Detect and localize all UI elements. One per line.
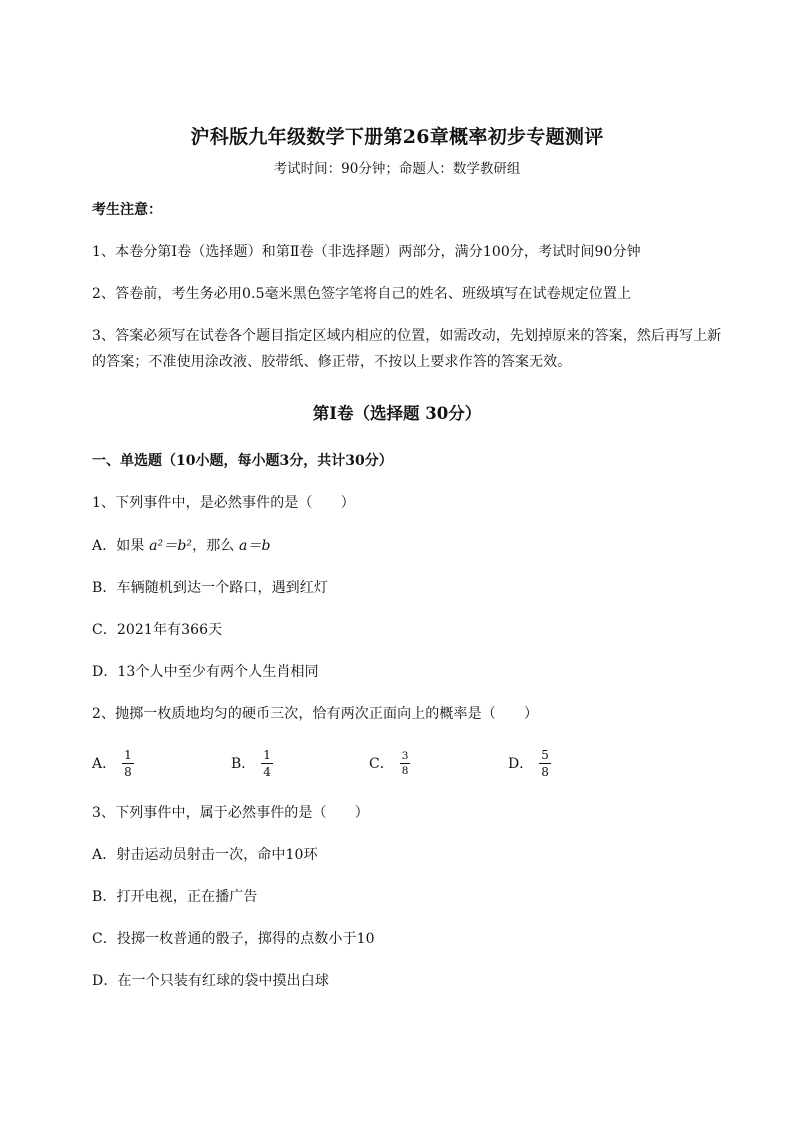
part-heading: 一、单选题（10小题，每小题3分，共计30分） xyxy=(92,453,393,469)
question-1-stem: 1、下列事件中，是必然事件的是（ ） xyxy=(92,495,355,511)
question-2-option-c xyxy=(369,745,410,781)
fraction-numerator: 1 xyxy=(263,747,271,762)
notice-item-3-cont: 的答案；不准使用涂改液、胶带纸、修正带，不按以上要求作答的答案无效。 xyxy=(92,354,572,370)
fraction-denominator: 8 xyxy=(401,764,409,777)
fraction-numerator: 5 xyxy=(541,747,549,762)
notice-item-3: 3、答案必须写在试卷各个题目指定区域内相应的位置，如需改动，先划掉原来的答案，然后再写上新 xyxy=(92,328,722,344)
question-3-option-c: C．投掷一枚普通的骰子，掷得的点数小于10 xyxy=(92,931,375,947)
question-2-option-b xyxy=(231,745,273,781)
option-label: A． xyxy=(92,756,117,772)
question-2-stem: 2、抛掷一枚质地均匀的硬币三次，恰有两次正面向上的概率是（ ） xyxy=(92,706,539,722)
fraction-numerator: 1 xyxy=(124,747,132,762)
fraction-denominator: 8 xyxy=(124,764,132,779)
fraction-denominator: 8 xyxy=(541,764,549,779)
fraction xyxy=(539,748,551,779)
fraction xyxy=(261,748,273,779)
option-label: B． xyxy=(231,756,256,772)
option-label: C． xyxy=(369,756,394,772)
option-a-mid: ，那么 xyxy=(192,538,239,554)
notice-heading: 考生注意： xyxy=(92,202,162,218)
option-a-prefix: A．如果 xyxy=(92,538,150,554)
fraction-numerator: 3 xyxy=(401,749,409,762)
question-1-option-c: C．2021年有366天 xyxy=(92,622,223,638)
question-2-options xyxy=(92,745,712,785)
question-2-option-d xyxy=(508,745,551,781)
section-title: 第I卷（选择题 30分） xyxy=(312,404,482,423)
question-3-option-d: D．在一个只装有红球的袋中摸出白球 xyxy=(92,973,329,989)
fraction xyxy=(400,750,411,777)
option-label: D． xyxy=(508,756,534,772)
question-3-option-b: B．打开电视，正在播广告 xyxy=(92,889,258,905)
fraction xyxy=(122,748,134,779)
question-3-option-a: A．射击运动员射击一次，命中10环 xyxy=(92,847,318,863)
exam-info: 考试时间：90分钟；命题人：数学教研组 xyxy=(273,161,521,177)
question-3-stem: 3、下列事件中，属于必然事件的是（ ） xyxy=(92,805,369,821)
question-2-option-a xyxy=(92,745,134,781)
question-1-option-d: D．13个人中至少有两个人生肖相同 xyxy=(92,664,319,680)
fraction-denominator: 4 xyxy=(263,764,271,779)
option-a-math-1: a²＝b² xyxy=(149,538,193,554)
page-title: 沪科版九年级数学下册第26章概率初步专题测评 xyxy=(190,126,604,148)
notice-item-2: 2、答卷前，考生务必用0.5毫米黑色签字笔将自己的姓名、班级填写在试卷规定位置上 xyxy=(92,286,632,302)
question-1-option-a xyxy=(92,535,271,555)
option-a-math-2: a＝b xyxy=(238,538,271,554)
notice-item-1: 1、本卷分第I卷（选择题）和第Ⅱ卷（非选择题）两部分，满分100分，考试时间90分钟 xyxy=(92,244,641,260)
question-1-option-b: B．车辆随机到达一个路口，遇到红灯 xyxy=(92,580,328,596)
